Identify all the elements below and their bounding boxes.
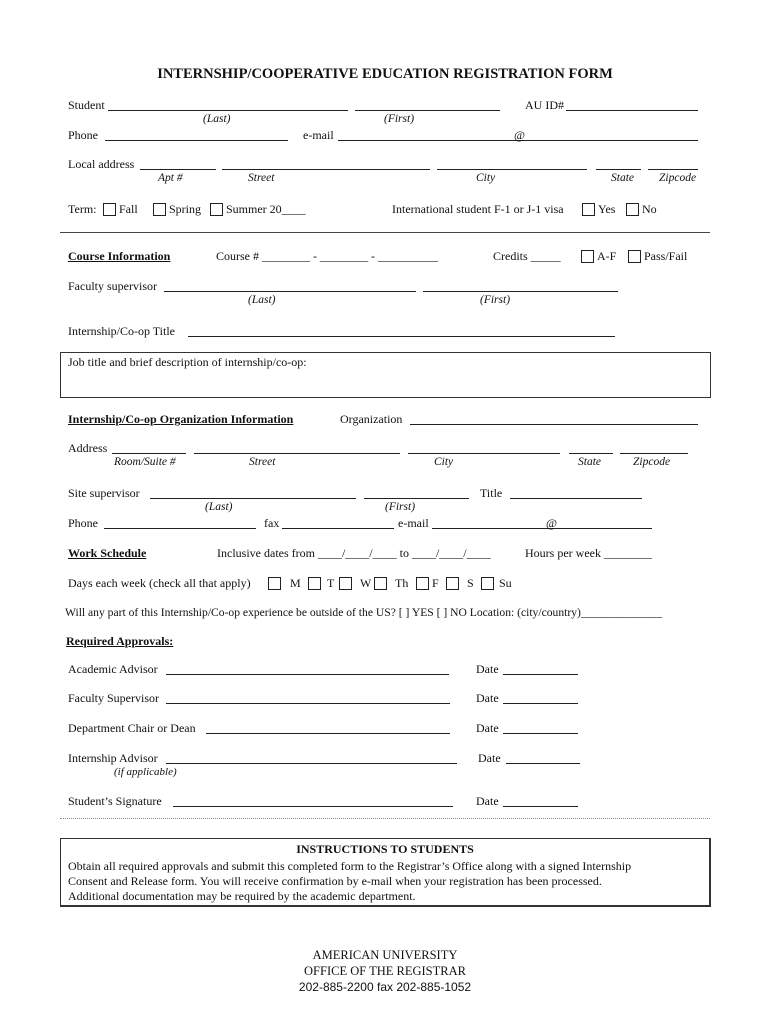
- org-zip-caption: Zipcode: [633, 456, 671, 468]
- faculty-approval-date[interactable]: [503, 703, 578, 704]
- chair-dean-label: Department Chair or Dean: [68, 721, 196, 735]
- org-info-heading: Internship/Co-op Organization Information: [68, 412, 294, 426]
- faculty-last-caption: (Last): [248, 294, 276, 306]
- academic-advisor-date-label: Date: [476, 662, 499, 676]
- term-summer-checkbox[interactable]: [210, 203, 223, 216]
- last-caption: (Last): [203, 113, 231, 125]
- student-signature-label: Student’s Signature: [68, 794, 162, 808]
- day-su-label: Su: [499, 576, 512, 590]
- student-last-field[interactable]: [108, 110, 348, 111]
- day-f-label: F: [432, 576, 439, 590]
- site-supervisor-last-field[interactable]: [150, 498, 356, 499]
- term-label: Term:: [68, 202, 97, 216]
- org-fax-label: fax: [264, 516, 280, 530]
- chair-dean-date[interactable]: [503, 733, 578, 734]
- internship-advisor-label: Internship Advisor: [68, 751, 158, 765]
- day-m-checkbox[interactable]: [268, 577, 281, 590]
- org-phone-field[interactable]: [104, 528, 256, 529]
- org-fax-field[interactable]: [282, 528, 394, 529]
- divider: [60, 818, 710, 819]
- day-s-checkbox[interactable]: [446, 577, 459, 590]
- day-f-checkbox[interactable]: [416, 577, 429, 590]
- days-label: Days each week (check all that apply): [68, 576, 251, 590]
- org-street-caption: Street: [249, 456, 276, 468]
- first-caption: (First): [384, 113, 415, 125]
- student-label: Student: [68, 98, 105, 112]
- academic-advisor-signature[interactable]: [166, 674, 449, 675]
- chair-dean-signature[interactable]: [206, 733, 450, 734]
- internship-advisor-date-label: Date: [478, 751, 501, 765]
- site-supervisor-label: Site supervisor: [68, 486, 140, 500]
- hours-per-week-field[interactable]: Hours per week ________: [525, 546, 652, 560]
- instructions-line-2: Consent and Release form. You will receive confirmation by e-mail when your registration has been processed.: [68, 874, 602, 888]
- org-zip-field[interactable]: [620, 453, 688, 454]
- internship-advisor-date[interactable]: [506, 763, 580, 764]
- org-state-field[interactable]: [569, 453, 613, 454]
- apt-caption: Apt #: [158, 172, 183, 184]
- course-info-heading: Course Information: [68, 249, 171, 263]
- state-field[interactable]: [596, 169, 641, 170]
- day-t-label: T: [327, 576, 335, 590]
- job-description-label: Job title and brief description of internship/co-op:: [68, 355, 307, 369]
- intl-student-label: International student F-1 or J-1 visa: [392, 202, 564, 216]
- street-caption: Street: [248, 172, 275, 184]
- approvals-heading: Required Approvals:: [66, 634, 174, 648]
- credits-field[interactable]: Credits _____: [493, 249, 561, 263]
- internship-advisor-signature[interactable]: [166, 763, 457, 764]
- internship-title-label: Internship/Co-op Title: [68, 324, 176, 338]
- intl-yes-label: Yes: [598, 202, 616, 216]
- day-th-checkbox[interactable]: [374, 577, 387, 590]
- internship-title-field[interactable]: [188, 336, 615, 337]
- au-id-field[interactable]: [566, 110, 698, 111]
- local-address-label: Local address: [68, 157, 135, 171]
- student-signature-date-label: Date: [476, 794, 499, 808]
- inclusive-dates-field[interactable]: Inclusive dates from ____/____/____ to ____/____/____: [217, 546, 491, 560]
- org-street-field[interactable]: [194, 453, 400, 454]
- course-number-field[interactable]: Course # ________ - ________ - __________: [216, 249, 438, 263]
- divider: [60, 232, 710, 233]
- org-city-caption: City: [434, 456, 454, 468]
- day-th-label: Th: [395, 576, 409, 590]
- zip-caption: Zipcode: [659, 172, 697, 184]
- faculty-first-caption: (First): [480, 294, 511, 306]
- term-spring-checkbox[interactable]: [153, 203, 166, 216]
- grading-af-label: A-F: [597, 249, 617, 263]
- org-city-field[interactable]: [408, 453, 560, 454]
- intl-no-label: No: [642, 202, 657, 216]
- faculty-approval-date-label: Date: [476, 691, 499, 705]
- student-signature[interactable]: [173, 806, 453, 807]
- phone-field[interactable]: [105, 140, 288, 141]
- email-at: @: [514, 128, 526, 142]
- site-title-label: Title: [480, 486, 503, 500]
- day-su-checkbox[interactable]: [481, 577, 494, 590]
- intl-yes-checkbox[interactable]: [582, 203, 595, 216]
- org-room-field[interactable]: [112, 453, 186, 454]
- phone-label: Phone: [68, 128, 98, 142]
- day-m-label: M: [290, 576, 301, 590]
- org-email-label: e-mail: [398, 516, 429, 530]
- org-address-label: Address: [68, 441, 108, 455]
- academic-advisor-date[interactable]: [503, 674, 578, 675]
- instructions-line-3: Additional documentation may be required by the academic department.: [68, 889, 416, 903]
- term-fall-label: Fall: [119, 202, 138, 216]
- day-s-label: S: [467, 576, 474, 590]
- site-last-caption: (Last): [205, 501, 233, 513]
- if-applicable-note: (if applicable): [114, 766, 177, 778]
- student-signature-date[interactable]: [503, 806, 578, 807]
- city-field[interactable]: [437, 169, 587, 170]
- instructions-box: [60, 838, 711, 907]
- site-supervisor-first-field[interactable]: [364, 498, 469, 499]
- site-first-caption: (First): [385, 501, 416, 513]
- chair-dean-date-label: Date: [476, 721, 499, 735]
- faculty-approval-label: Faculty Supervisor: [68, 691, 159, 705]
- student-first-field[interactable]: [355, 110, 500, 111]
- organization-label: Organization: [340, 412, 403, 426]
- outside-us-question[interactable]: Will any part of this Internship/Co-op experience be outside of the US? [ ] YES [ ] NO Location: (city/country)______________: [65, 606, 663, 619]
- org-room-caption: Room/Suite #: [114, 456, 176, 468]
- page-title: INTERNSHIP/COOPERATIVE EDUCATION REGISTRATION FORM: [157, 66, 613, 82]
- instructions-line-1: Obtain all required approvals and submit this completed form to the Registrar’s Office along with a signed Internship: [68, 859, 632, 873]
- term-fall-checkbox[interactable]: [103, 203, 116, 216]
- term-spring-label: Spring: [169, 202, 202, 216]
- org-phone-label: Phone: [68, 516, 98, 530]
- work-schedule-heading: Work Schedule: [68, 546, 147, 560]
- apt-field[interactable]: [140, 169, 216, 170]
- intl-no-checkbox[interactable]: [626, 203, 639, 216]
- grading-pf-label: Pass/Fail: [644, 249, 688, 263]
- org-state-caption: State: [578, 456, 601, 468]
- academic-advisor-label: Academic Advisor: [68, 662, 158, 676]
- zip-field[interactable]: [648, 169, 698, 170]
- instructions-heading: INSTRUCTIONS TO STUDENTS: [296, 842, 474, 856]
- job-description-box[interactable]: [60, 352, 711, 398]
- footer-university: AMERICAN UNIVERSITY: [312, 948, 458, 962]
- state-caption: State: [611, 172, 634, 184]
- au-id-label: AU ID#: [525, 98, 564, 112]
- footer-phone: 202-885-2200 fax 202-885-1052: [298, 980, 472, 994]
- footer-office: OFFICE OF THE REGISTRAR: [304, 964, 466, 978]
- day-w-checkbox[interactable]: [339, 577, 352, 590]
- faculty-supervisor-label: Faculty supervisor: [68, 279, 157, 293]
- organization-field[interactable]: [410, 424, 698, 425]
- street-field[interactable]: [222, 169, 430, 170]
- org-email-field[interactable]: [432, 528, 652, 529]
- site-title-field[interactable]: [510, 498, 642, 499]
- day-t-checkbox[interactable]: [308, 577, 321, 590]
- day-w-label: W: [360, 576, 372, 590]
- grading-af-checkbox[interactable]: [581, 250, 594, 263]
- email-label: e-mail: [303, 128, 334, 142]
- org-email-at: @: [546, 516, 558, 530]
- term-summer-label: Summer 20____: [226, 202, 306, 216]
- faculty-first-field[interactable]: [423, 291, 618, 292]
- grading-pf-checkbox[interactable]: [628, 250, 641, 263]
- faculty-last-field[interactable]: [164, 291, 416, 292]
- city-caption: City: [476, 172, 496, 184]
- faculty-approval-signature[interactable]: [166, 703, 450, 704]
